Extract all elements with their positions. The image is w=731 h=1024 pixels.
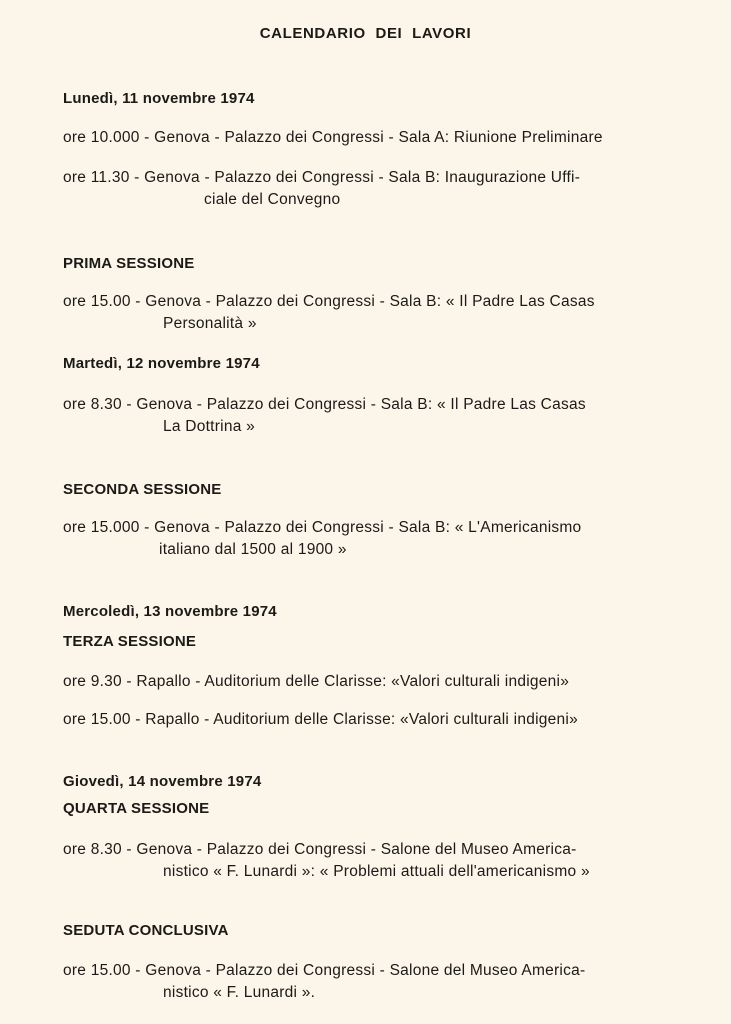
entry-line-continuation: nistico « F. Lunardi ». — [163, 984, 316, 1001]
entry-line: ore 9.30 - Rapallo - Auditorium delle Clarisse: «Valori culturali indigeni» — [63, 673, 570, 690]
schedule-entry — [63, 291, 673, 335]
session-heading-terza: TERZA SESSIONE — [63, 633, 197, 650]
schedule-entry — [63, 127, 673, 149]
session-heading-conclusiva: SEDUTA CONCLUSIVA — [63, 922, 229, 939]
day-heading-thursday: Giovedì, 14 novembre 1974 — [63, 773, 262, 790]
entry-line: ore 15.00 - Genova - Palazzo dei Congressi - Sala B: « Il Padre Las Casas — [63, 293, 595, 310]
entry-line: ore 15.00 - Genova - Palazzo dei Congressi - Salone del Museo America- — [63, 962, 586, 979]
page-title: CALENDARIO DEI LAVORI — [259, 25, 472, 42]
day-heading-tuesday: Martedì, 12 novembre 1974 — [63, 355, 260, 372]
schedule-entry — [63, 167, 673, 211]
session-heading-prima: PRIMA SESSIONE — [63, 255, 195, 272]
schedule-entry — [63, 839, 673, 883]
schedule-entry — [63, 671, 673, 693]
entry-line-continuation: La Dottrina » — [163, 418, 255, 435]
schedule-entry — [63, 709, 673, 731]
session-heading-seconda: SECONDA SESSIONE — [63, 481, 222, 498]
entry-line: ore 15.00 - Rapallo - Auditorium delle Clarisse: «Valori culturali indigeni» — [63, 711, 578, 728]
entry-line-continuation: Personalità » — [163, 315, 257, 332]
session-heading-quarta: QUARTA SESSIONE — [63, 800, 210, 817]
entry-line-continuation: italiano dal 1500 al 1900 » — [159, 541, 347, 558]
day-heading-wednesday: Mercoledì, 13 novembre 1974 — [63, 603, 277, 620]
schedule-entry — [63, 960, 673, 1004]
entry-line-continuation: ciale del Convegno — [204, 191, 341, 208]
entry-line: ore 8.30 - Genova - Palazzo dei Congressi - Salone del Museo America- — [63, 841, 577, 858]
entry-line: ore 15.000 - Genova - Palazzo dei Congressi - Sala B: « L'Americanismo — [63, 519, 582, 536]
entry-line: ore 8.30 - Genova - Palazzo dei Congressi - Sala B: « Il Padre Las Casas — [63, 396, 586, 413]
day-heading-monday: Lunedì, 11 novembre 1974 — [63, 90, 255, 107]
entry-line: ore 11.30 - Genova - Palazzo dei Congressi - Sala B: Inaugurazione Uffi- — [63, 169, 581, 186]
schedule-entry — [63, 394, 673, 438]
entry-line-continuation: nistico « F. Lunardi »: « Problemi attuali dell'americanismo » — [163, 863, 590, 880]
entry-line: ore 10.000 - Genova - Palazzo dei Congressi - Sala A: Riunione Preliminare — [63, 129, 603, 146]
schedule-entry — [63, 517, 673, 561]
